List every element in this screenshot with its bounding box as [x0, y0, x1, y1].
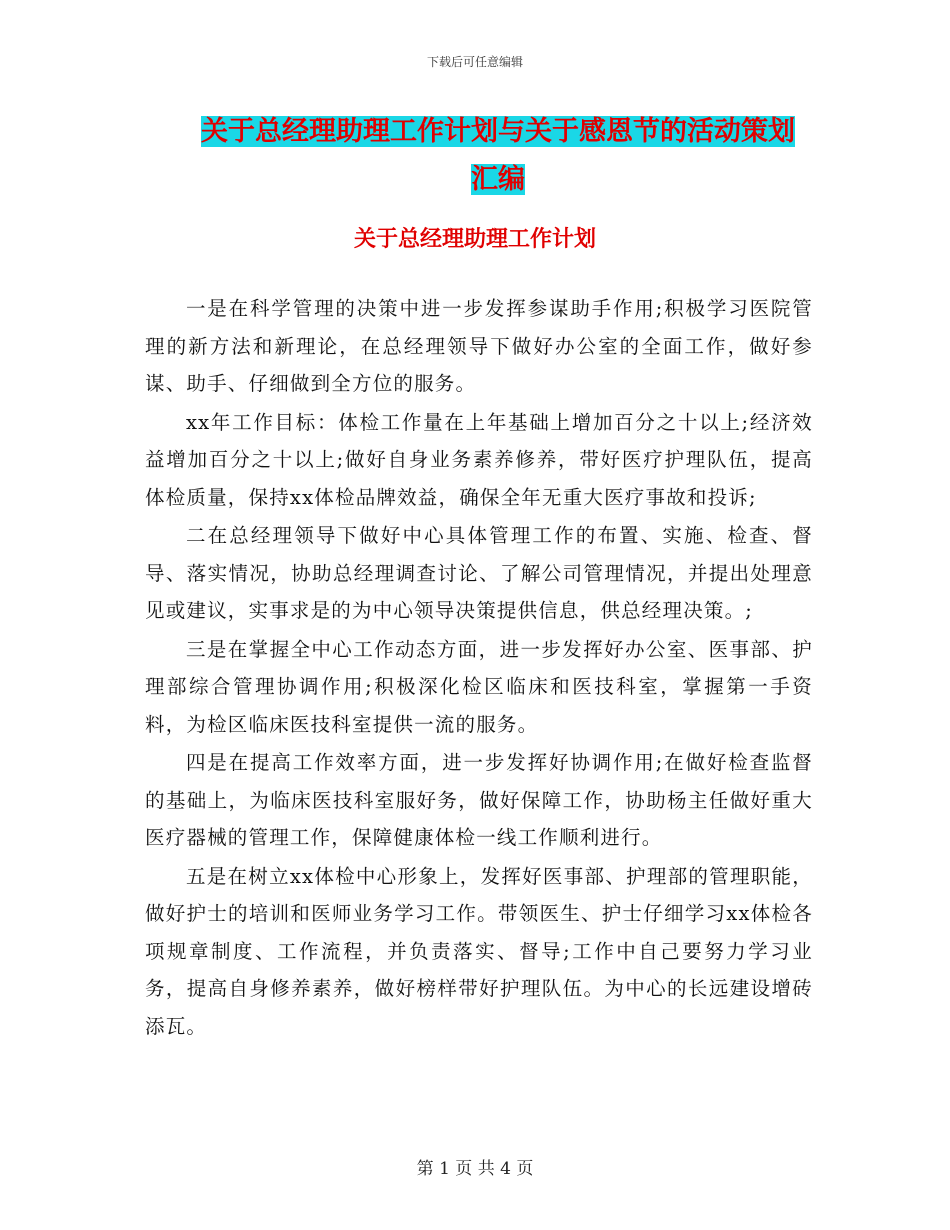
- paragraph: 二在总经理领导下做好中心具体管理工作的布置、实施、检查、督导、落实情况，协助总经理调查讨论、了解公司管理情况，并提出处理意见或建议，实事求是的为中心领导决策提供信息，供总经理决策。;: [145, 524, 813, 622]
- paragraph: 四是在提高工作效率方面，进一步发挥好协调作用;在做好检查监督的基础上，为临床医技科室服好务，做好保障工作，协助杨主任做好重大医疗器械的管理工作，保障健康体检一线工作顺利进行。: [145, 751, 813, 849]
- paragraph: xx年工作目标：体检工作量在上年基础上增加百分之十以上;经济效益增加百分之十以上;做好自身业务素养修养，带好医疗护理队伍，提高体检质量，保持xx体检品牌效益，确保全年无重大医疗事故和投诉;: [145, 410, 813, 509]
- page-number-footer: 第 1 页 共 4 页: [416, 1159, 534, 1179]
- document-title-text: 关于总经理助理工作计划与关于感恩节的活动策划汇编: [201, 116, 795, 195]
- section-title: 关于总经理助理工作计划: [353, 226, 596, 252]
- paragraph: 三是在掌握全中心工作动态方面，进一步发挥好办公室、医事部、护理部综合管理协调作用;积极深化检区临床和医技科室，掌握第一手资料，为检区临床医技科室提供一流的服务。: [145, 637, 813, 736]
- header-note: 下载后可任意编辑: [426, 55, 523, 69]
- paragraph: 一是在科学管理的决策中进一步发挥参谋助手作用;积极学习医院管理的新方法和新理论，在总经理领导下做好办公室的全面工作，做好参谋、助手、仔细做到全方位的服务。: [145, 297, 813, 395]
- document-title: [188, 108, 808, 204]
- paragraph: 五是在树立xx体检中心形象上，发挥好医事部、护理部的管理职能，做好护士的培训和医师业务学习工作。带领医生、护士仔细学习xx体检各项规章制度、工作流程，并负责落实、督导;工作中自己要努力学习业务，提高自身修养素养，做好榜样带好护理队伍。为中心的长远建设增砖添瓦。: [145, 864, 813, 1038]
- document-body: [145, 290, 813, 1046]
